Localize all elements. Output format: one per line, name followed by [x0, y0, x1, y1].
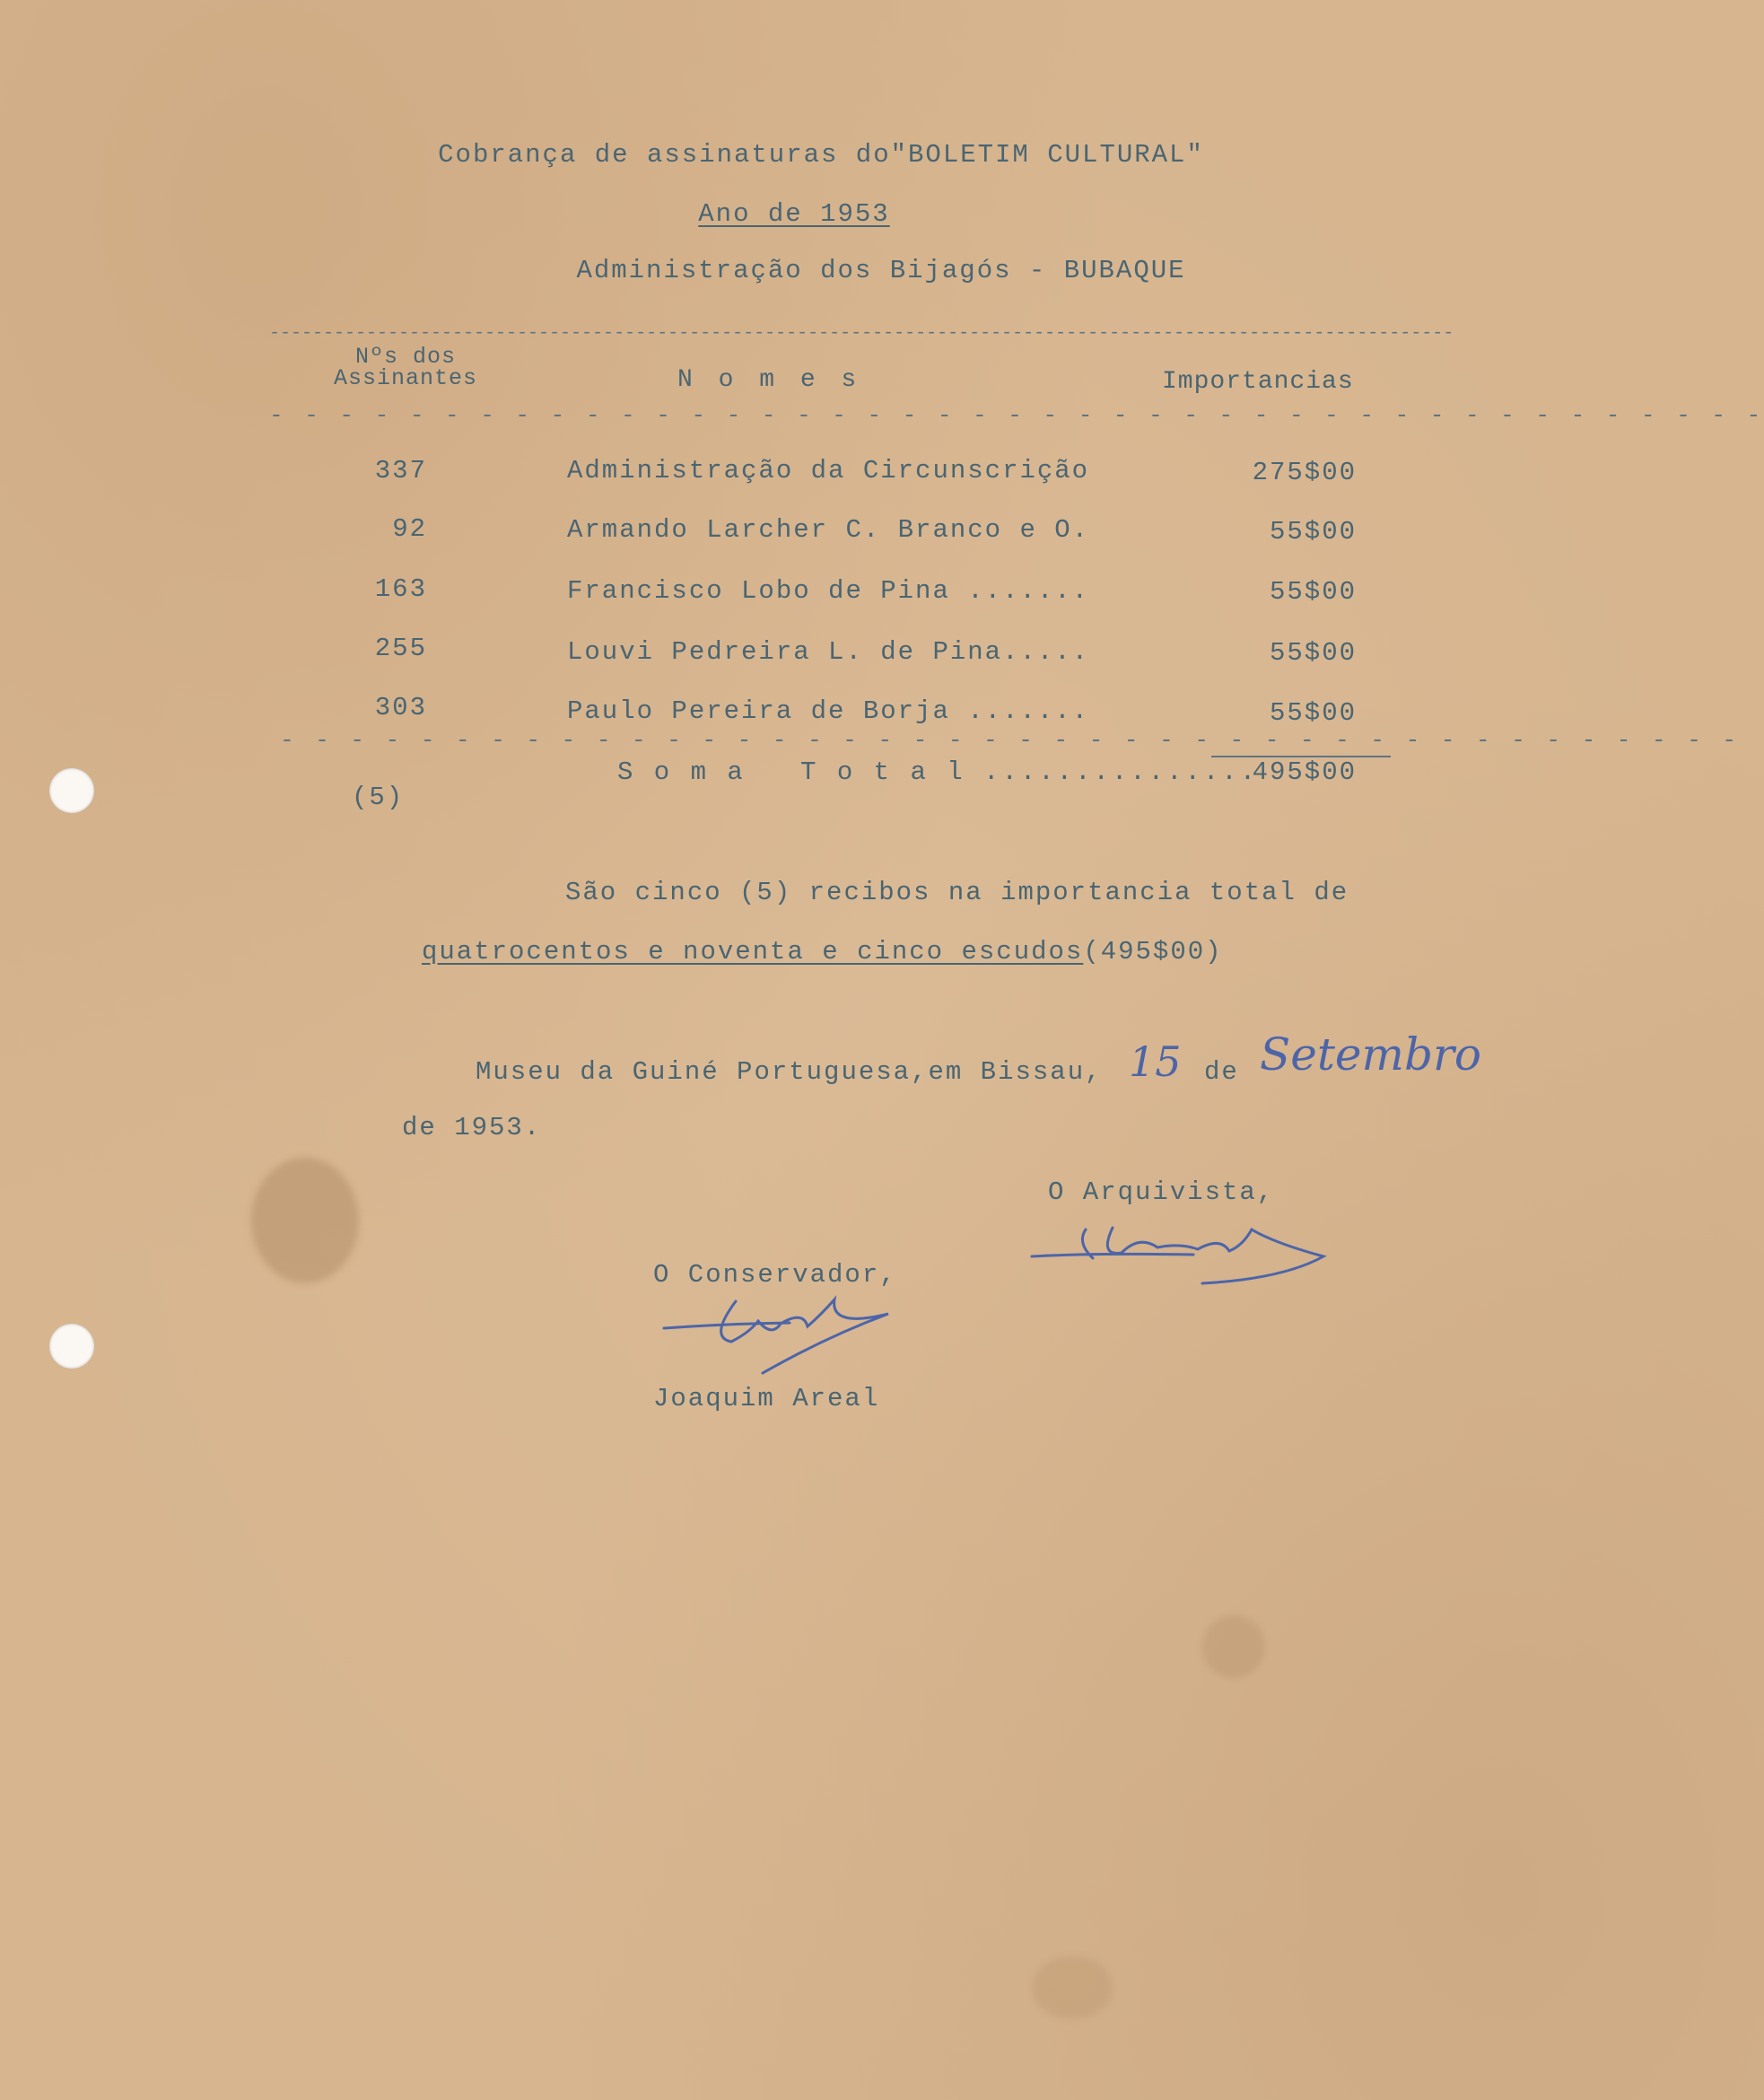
- table-bottom-rule: - - - - - - - - - - - - - - - - - - - - - - - - - - - - - - - - - - - - - - - - - -: [280, 727, 1741, 754]
- subscriber-number: 303: [374, 693, 427, 722]
- amount-in-words-line: [422, 937, 1223, 967]
- date-year-line: de 1953.: [402, 1113, 542, 1142]
- column-header-amounts: Importancias: [1162, 368, 1354, 396]
- conservador-signature: [646, 1274, 888, 1382]
- punch-hole-bottom: [49, 1324, 94, 1369]
- subscriber-amount: 55$00: [1269, 638, 1357, 668]
- subscriber-number: 163: [374, 574, 427, 604]
- subscriber-amount: 55$00: [1269, 517, 1357, 547]
- table-top-rule: --------------------------------------------------------------------------------------------------------------: [269, 323, 1454, 344]
- date-connector: de: [1204, 1057, 1239, 1087]
- subscriber-amount: 55$00: [1269, 577, 1357, 607]
- administration-line: Administração dos Bijagós - BUBAQUE: [576, 256, 1186, 285]
- handwritten-month: Setembro: [1260, 1028, 1481, 1081]
- receipt-count: (5): [352, 783, 405, 812]
- subscriber-name: Paulo Pereira de Borja .......: [567, 696, 1090, 726]
- amount-in-figures: (495$00): [1083, 937, 1223, 967]
- conservador-name: Joaquim Areal: [653, 1384, 880, 1413]
- arquivista-label: O Arquivista,: [1048, 1177, 1275, 1207]
- receipts-summary-line: São cinco (5) recibos na importancia total de: [565, 878, 1349, 907]
- column-header-number: [316, 346, 495, 389]
- handwritten-day: 15: [1129, 1037, 1182, 1086]
- foxing-stain: [251, 1158, 359, 1283]
- place-line: Museu da Guiné Portuguesa,em Bissau,: [476, 1057, 1103, 1087]
- subscriber-number: 255: [374, 634, 427, 663]
- document-year: Ano de 1953: [698, 199, 890, 229]
- column-header-names: N o m e s: [677, 366, 862, 394]
- subscriber-name: Francisco Lobo de Pina .......: [567, 576, 1090, 606]
- arquivista-signature: [1014, 1194, 1337, 1292]
- foxing-stain: [1032, 1956, 1113, 2019]
- subscriber-name: Administração da Circunscrição: [567, 456, 1090, 486]
- column-header-number-text: Nºs dos Assinantes: [333, 344, 478, 391]
- foxing-stain: [1202, 1615, 1265, 1678]
- subscriber-amount: 55$00: [1269, 698, 1357, 728]
- header-rule: - - - - - - - - - - - - - - - - - - - - - - - - - - - - - - - - - - - - - - - - - - -: [269, 402, 1764, 429]
- total-label: S o m a T o t a l ...............: [617, 757, 1259, 787]
- conservador-label: O Conservador,: [653, 1260, 897, 1290]
- amount-in-words: quatrocentos e noventa e cinco escudos: [422, 937, 1084, 967]
- subscriber-number: 337: [374, 456, 427, 486]
- subscriber-name: Louvi Pedreira L. de Pina.....: [567, 637, 1090, 667]
- punch-hole-top: [49, 768, 94, 813]
- total-value: 495$00: [1252, 757, 1357, 787]
- total-rule: [1211, 756, 1391, 757]
- subscriber-name: Armando Larcher C. Branco e O.: [567, 515, 1090, 545]
- subscriber-number: 92: [392, 514, 427, 544]
- subscriber-amount: 275$00: [1252, 458, 1357, 487]
- document-title: Cobrança de assinaturas do"BOLETIM CULTURAL": [438, 140, 1204, 170]
